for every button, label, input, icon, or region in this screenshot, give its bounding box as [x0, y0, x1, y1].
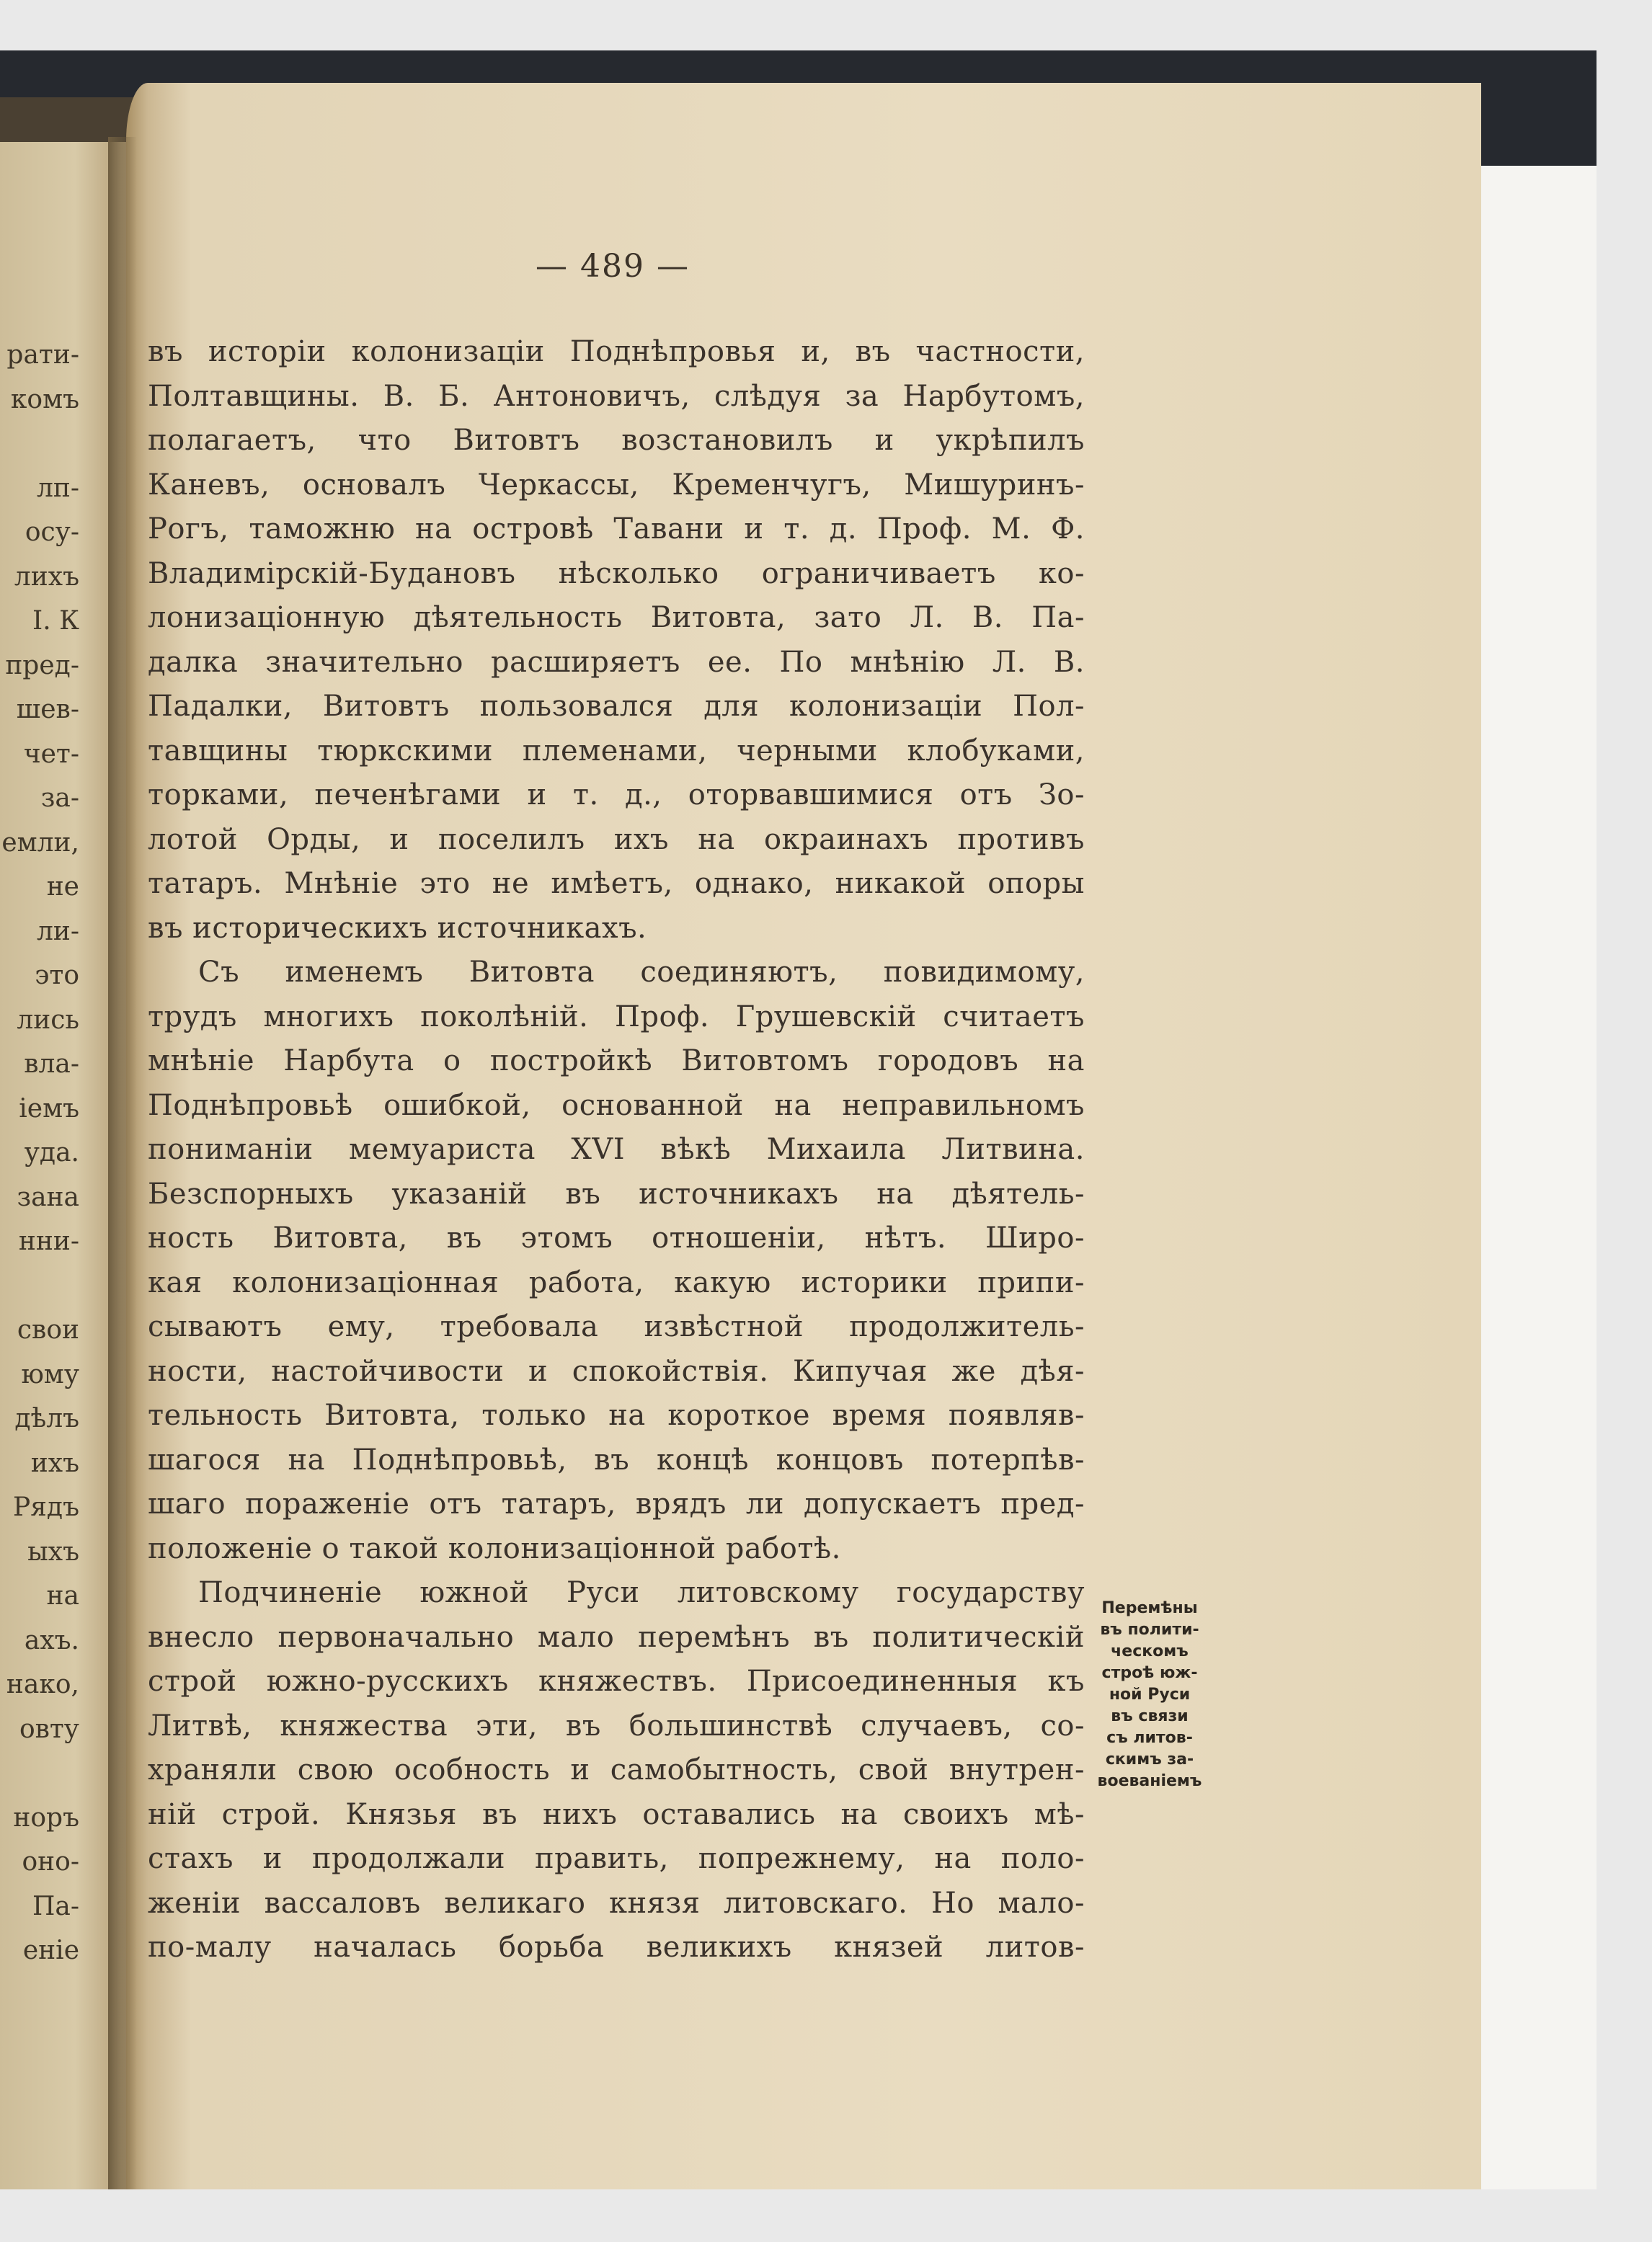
scanner-bed-edge [1470, 166, 1597, 2189]
text-line: Съ именемъ Витовта соединяютъ, повидимому, [198, 956, 1085, 989]
left-page-fragment: ахъ. [24, 1625, 79, 1655]
left-page-fragment: не [46, 872, 79, 902]
gutter-shadow [108, 137, 137, 2189]
margin-note-line: въ связи [1111, 1707, 1189, 1725]
left-page-fragment: уда. [24, 1138, 79, 1167]
left-page-fragment: ыхъ [27, 1536, 79, 1567]
margin-note-line: съ литов- [1106, 1729, 1193, 1747]
left-page-fragment: пред- [5, 650, 79, 680]
text-line: внесло первоначально мало перемѣнъ въ политическій [148, 1620, 1085, 1654]
left-page-fragment: шев- [16, 695, 79, 724]
left-page-fragment: ихъ [30, 1448, 79, 1478]
left-page-fragment: оно- [22, 1847, 79, 1877]
text-line: ности, настойчивости и спокойствія. Кипучая же дѣя- [148, 1354, 1085, 1388]
text-line: ній строй. Князья въ нихъ оставались на своихъ мѣ- [148, 1797, 1085, 1831]
left-page-text-fragments [0, 333, 79, 1973]
text-line: храняли свою особность и самобытность, свой внутрен- [148, 1753, 1085, 1787]
text-line: женіи вассаловъ великаго князя литовскаго. Но мало- [148, 1886, 1085, 1920]
left-page-fragment: іемъ [19, 1093, 79, 1124]
text-line: мнѣніе Нарбута о постройкѣ Витовтомъ городовъ на [148, 1044, 1085, 1077]
text-line: Полтавщины. В. Б. Антоновичъ, слѣдуя за Нарбутомъ, [148, 379, 1085, 413]
margin-note-line: строѣ юж- [1101, 1664, 1198, 1682]
left-page-fragment: I. К [32, 606, 79, 636]
text-line: Подчиненіе южной Руси литовскому государству [198, 1576, 1085, 1609]
text-line: положеніе о такой колонизаціонной работѣ. [148, 1531, 841, 1565]
left-page-fragment [0, 1751, 79, 1796]
margin-note-line: ной Руси [1109, 1686, 1191, 1704]
text-line: Падалки, Витовтъ пользовался для колонизаціи Пол- [148, 690, 1085, 723]
left-page-fragment: вла- [24, 1049, 79, 1079]
text-line: татаръ. Мнѣніе это не имѣетъ, однако, никакой опоры [148, 867, 1085, 900]
text-line: Каневъ, основалъ Черкассы, Кременчугъ, Мишуринъ- [148, 468, 1085, 502]
left-page-fragment: Па- [32, 1891, 79, 1921]
margin-note-line: скимъ за- [1105, 1751, 1194, 1769]
body-text [148, 330, 1085, 1970]
left-page-fragment: комъ [10, 384, 79, 414]
margin-note-line: воеваніемъ [1097, 1772, 1202, 1790]
text-line: тельность Витовта, только на короткое время появляв- [148, 1399, 1085, 1432]
text-line: кая колонизаціонная работа, какую историки припи- [148, 1265, 1085, 1299]
left-page-fragment: дѣлъ [14, 1404, 79, 1433]
text-line: ность Витовта, въ этомъ отношеніи, нѣтъ. Широ- [148, 1222, 1085, 1255]
margin-note-line: ческомъ [1111, 1642, 1189, 1660]
text-line: торками, печенѣгами и т. д., оторвавшимися отъ Зо- [148, 778, 1085, 811]
left-page-fragment: емли, [1, 827, 79, 858]
left-page-fragment: нни- [18, 1227, 79, 1256]
left-page-fragment: нако, [6, 1670, 79, 1699]
text-line: въ историческихъ источникахъ. [148, 911, 647, 945]
text-line: трудъ многихъ поколѣній. Проф. Грушевскій считаетъ [148, 1000, 1085, 1033]
text-line: пониманіи мемуариста XVI вѣкѣ Михаила Литвина. [148, 1133, 1085, 1166]
left-page-fragment: это [35, 961, 79, 990]
text-line: Безспорныхъ указаній въ источникахъ на дѣятель- [148, 1177, 1085, 1211]
left-page-fragment: лихъ [14, 561, 79, 592]
left-page-fragment: овту [19, 1714, 79, 1744]
margin-note-line: въ полити- [1100, 1621, 1199, 1639]
text-line: Поднѣпровьѣ ошибкой, основанной на неправильномъ [148, 1088, 1085, 1122]
left-page-fragment: лись [17, 1005, 79, 1035]
text-line: строй южно-русскихъ княжествъ. Присоединенныя къ [148, 1665, 1085, 1698]
text-line: лонизаціонную дѣятельность Витовта, зато Л. В. Па- [148, 601, 1085, 634]
text-line: тавщины тюркскими племенами, черными клобуками, [148, 734, 1085, 768]
left-page-fragment [0, 1264, 79, 1309]
page-number: — 489 — [536, 248, 690, 285]
margin-note-line: Перемѣны [1101, 1599, 1198, 1617]
left-page-fragment: за- [40, 783, 79, 813]
text-line: сываютъ ему, требовала извѣстной продолжитель- [148, 1310, 1085, 1343]
text-line: лотой Орды, и поселилъ ихъ на окраинахъ противъ [148, 822, 1085, 856]
left-page-fragment: норъ [13, 1802, 79, 1833]
text-line: далка значительно расширяетъ ее. По мнѣнію Л. В. [148, 645, 1085, 679]
left-page-fragment: чет- [23, 739, 79, 769]
left-page-fragment: зана [17, 1182, 79, 1212]
left-page-fragment: свои [17, 1315, 79, 1345]
text-line: Литвѣ, княжества эти, въ большинствѣ случаевъ, со- [148, 1709, 1085, 1743]
left-page-fragment: юму [21, 1359, 79, 1389]
margin-note [1088, 1598, 1211, 1792]
text-line: стахъ и продолжали править, попрежнему, на поло- [148, 1842, 1085, 1875]
text-line: въ исторіи колонизаціи Поднѣпровья и, въ частности, [148, 335, 1085, 368]
left-page-fragment: ли- [36, 916, 79, 946]
left-page-fragment: Рядъ [12, 1493, 79, 1522]
left-page-fragment: лп- [36, 473, 79, 503]
text-line: Рогъ, таможню на островѣ Тавани и т. д. Проф. М. Ф. [148, 512, 1085, 546]
text-line: по-малу началась борьба великихъ князей литов- [148, 1931, 1085, 1964]
text-line: Владимірскій-Будановъ нѣсколько ограничиваетъ ко- [148, 556, 1085, 590]
left-page-fragment [0, 422, 79, 466]
left-page-fragment: рати- [6, 340, 79, 370]
text-line: шагося на Поднѣпровьѣ, въ концѣ концовъ потерпѣв- [148, 1443, 1085, 1477]
left-page-fragment: на [46, 1581, 79, 1611]
left-page-fragment: еніе [22, 1936, 79, 1965]
text-line: шаго пораженіе отъ татаръ, врядъ ли допускаетъ пред- [148, 1487, 1085, 1521]
text-line: полагаетъ, что Витовтъ возстановилъ и укрѣпилъ [148, 424, 1085, 457]
left-page-fragment: осу- [25, 517, 79, 547]
